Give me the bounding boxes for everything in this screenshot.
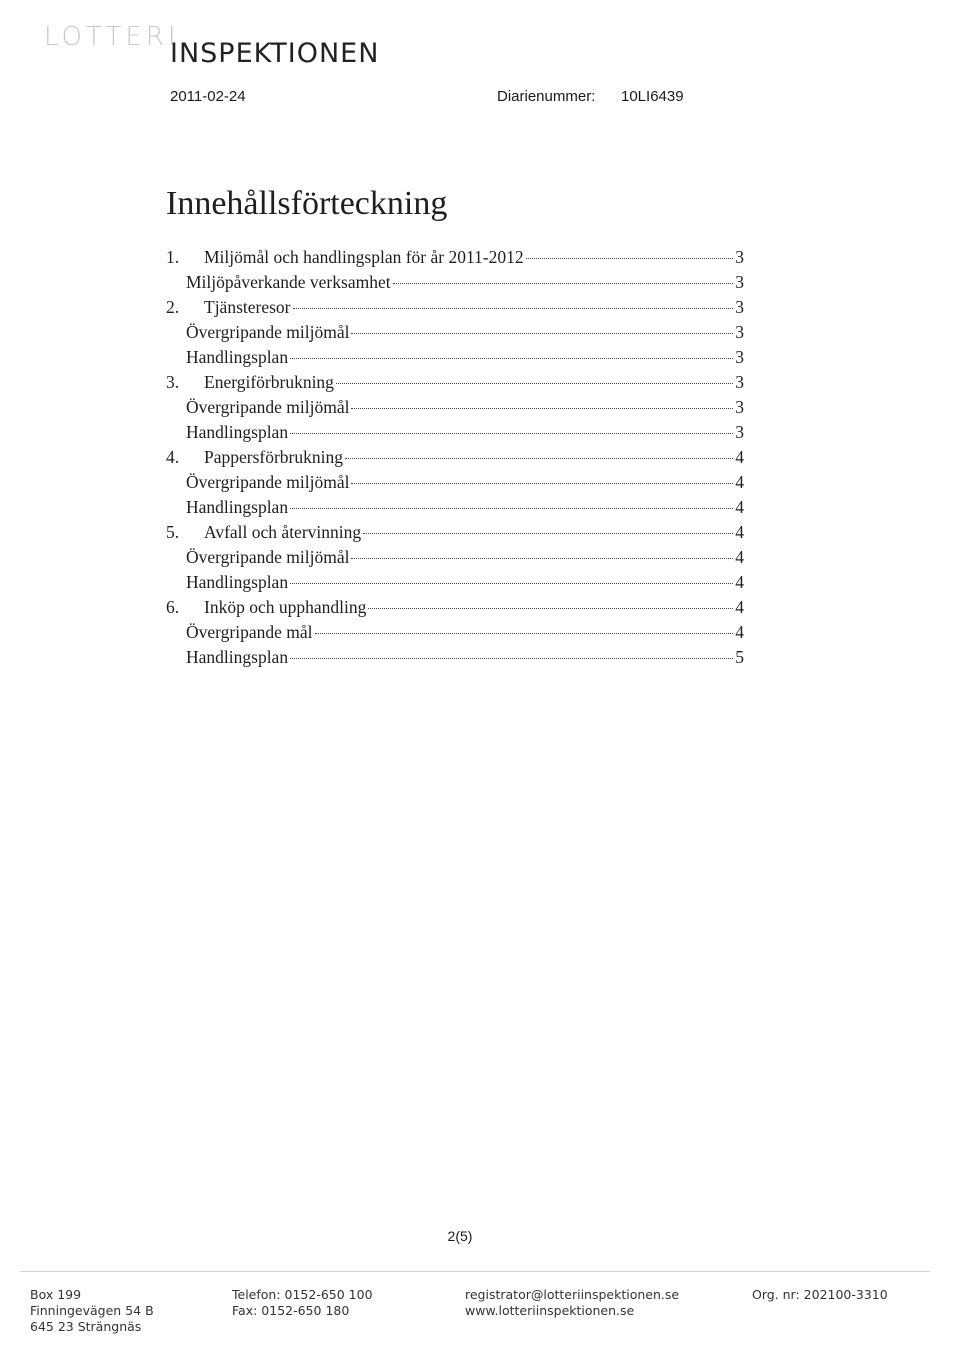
toc-entry-number: 6. [166, 597, 180, 617]
footer-address [30, 1287, 154, 1335]
toc-leader-dots [526, 257, 734, 259]
toc-leader-dots [345, 457, 733, 459]
toc-leader-dots [293, 307, 734, 309]
toc-entry-title: Övergripande miljömål [186, 322, 350, 342]
toc-entry-title: Miljömål och handlingsplan för år 2011-2012 [204, 247, 524, 267]
toc-entry [166, 272, 744, 297]
toc-entry [166, 547, 744, 572]
toc-entry [166, 372, 744, 397]
toc-entry [166, 247, 744, 272]
toc-leader-dots [368, 607, 733, 609]
page-number: 2(5) [447, 1228, 473, 1244]
toc-title: Innehållsförteckning [166, 185, 448, 222]
toc-entry [166, 522, 744, 547]
toc-leader-dots [290, 357, 733, 359]
toc-leader-dots [336, 382, 733, 384]
diarie-number: 10LI6439 [621, 88, 684, 105]
toc-entry-page: 4 [735, 572, 744, 592]
toc-entry-title: Handlingsplan [186, 422, 289, 442]
toc-entry-page: 4 [735, 497, 744, 517]
document-date: 2011-02-24 [170, 88, 246, 105]
toc-entry-page: 5 [735, 647, 744, 667]
diarie-label: Diarienummer: [497, 88, 596, 105]
toc-entry-page: 3 [735, 372, 744, 392]
toc-entry-title: Övergripande miljömål [186, 397, 350, 417]
toc-leader-dots [290, 582, 733, 584]
logo-inspektionen: INSPEKTIONEN [170, 38, 380, 69]
toc-entry-page: 4 [735, 622, 744, 642]
footer-address-line: 645 23 Strängnäs [30, 1319, 142, 1334]
footer-address-line: Box 199 [30, 1287, 82, 1302]
toc-leader-dots [351, 332, 733, 334]
toc-entry-page: 4 [735, 447, 744, 467]
toc-entry [166, 422, 744, 447]
footer-org-number: Org. nr: 202100-3310 [752, 1287, 888, 1302]
toc-entry-title: Handlingsplan [186, 347, 289, 367]
footer-org [752, 1287, 888, 1303]
logo-lotteri: LOTTERI [44, 22, 180, 52]
toc-entry-title: Avfall och återvinning [204, 522, 362, 542]
toc-entry-number: 2. [166, 297, 180, 317]
toc-entry-page: 3 [735, 347, 744, 367]
toc-entry-title: Pappersförbrukning [204, 447, 344, 467]
table-of-contents [166, 247, 744, 672]
toc-entry [166, 447, 744, 472]
toc-leader-dots [363, 532, 733, 534]
toc-entry-page: 3 [735, 322, 744, 342]
toc-entry-number: 4. [166, 447, 180, 467]
toc-leader-dots [351, 482, 733, 484]
toc-leader-dots [290, 432, 733, 434]
toc-entry [166, 597, 744, 622]
toc-entry [166, 297, 744, 322]
toc-entry-page: 3 [735, 397, 744, 417]
toc-entry [166, 472, 744, 497]
toc-entry [166, 347, 744, 372]
toc-entry-page: 3 [735, 247, 744, 267]
toc-entry-page: 4 [735, 522, 744, 542]
toc-entry-title: Handlingsplan [186, 647, 289, 667]
toc-entry-title: Handlingsplan [186, 572, 289, 592]
toc-entry [166, 572, 744, 597]
toc-entry [166, 622, 744, 647]
footer-web [465, 1287, 679, 1319]
toc-entry-title: Energiförbrukning [204, 372, 334, 392]
toc-entry-title: Inköp och upphandling [204, 597, 367, 617]
footer-address-line: Finningevägen 54 B [30, 1303, 154, 1318]
toc-leader-dots [351, 407, 733, 409]
toc-entry [166, 497, 744, 522]
toc-entry-title: Övergripande mål [186, 622, 313, 642]
toc-entry-title: Övergripande miljömål [186, 472, 350, 492]
toc-entry-page: 4 [735, 472, 744, 492]
toc-entry [166, 397, 744, 422]
toc-entry [166, 647, 744, 672]
toc-leader-dots [393, 282, 734, 284]
toc-entry-title: Övergripande miljömål [186, 547, 350, 567]
toc-entry-page: 4 [735, 547, 744, 567]
toc-entry-page: 4 [735, 597, 744, 617]
toc-entry-number: 5. [166, 522, 180, 542]
footer-phone [232, 1287, 373, 1319]
footer-divider [20, 1271, 930, 1272]
toc-leader-dots [351, 557, 733, 559]
toc-entry [166, 322, 744, 347]
footer-fax: Fax: 0152-650 180 [232, 1303, 350, 1318]
toc-leader-dots [315, 632, 734, 634]
toc-entry-number: 1. [166, 247, 180, 267]
footer-telefon: Telefon: 0152-650 100 [232, 1287, 373, 1302]
toc-leader-dots [290, 657, 733, 659]
toc-entry-page: 3 [735, 297, 744, 317]
toc-entry-page: 3 [735, 272, 744, 292]
toc-leader-dots [290, 507, 733, 509]
toc-entry-number: 3. [166, 372, 180, 392]
toc-entry-page: 3 [735, 422, 744, 442]
toc-entry-title: Miljöpåverkande verksamhet [186, 272, 391, 292]
toc-entry-title: Handlingsplan [186, 497, 289, 517]
footer-website: www.lotteriinspektionen.se [465, 1303, 635, 1318]
toc-entry-title: Tjänsteresor [204, 297, 291, 317]
footer-email: registrator@lotteriinspektionen.se [465, 1287, 680, 1302]
